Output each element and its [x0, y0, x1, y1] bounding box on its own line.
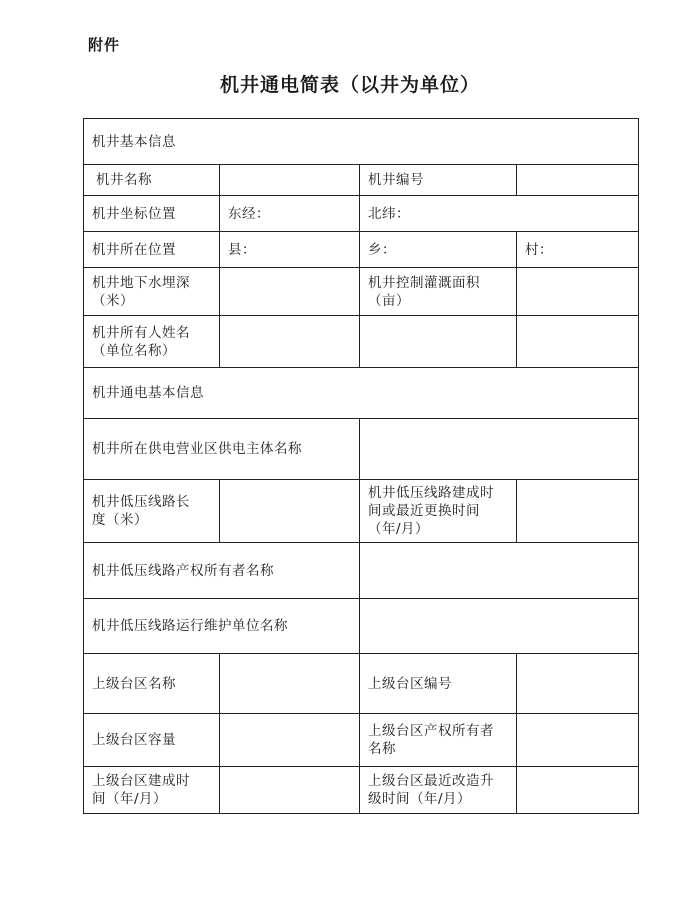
upper-area-build-time-label-line2: 间（年/月）: [92, 791, 168, 807]
owner-extra-field-1[interactable]: [360, 316, 517, 368]
lv-line-build-time-field[interactable]: [517, 480, 639, 543]
lv-line-length-field[interactable]: [220, 480, 360, 543]
irrigation-area-label-line2: （亩）: [368, 292, 410, 309]
township-label: 乡：: [368, 241, 396, 258]
row-well-name: [84, 165, 639, 196]
section-row-power: [84, 368, 639, 419]
groundwater-depth-label: [84, 268, 220, 316]
row-owner: [84, 316, 639, 368]
upper-area-owner-field[interactable]: [517, 714, 639, 767]
upper-area-name-label: 上级台区名称: [84, 654, 220, 714]
upper-area-number-field[interactable]: [517, 654, 639, 714]
upper-area-owner-label-line1: 上级台区产权所有者: [368, 723, 494, 739]
owner-extra-field-2[interactable]: [517, 316, 639, 368]
village-label: 村：: [525, 241, 553, 258]
section-power-info: [84, 368, 639, 419]
section-basic-info: [84, 119, 639, 165]
well-name-label: 机井名称: [84, 165, 220, 196]
owner-name-label-line2: （单位名称）: [92, 342, 176, 359]
section-row-basic: [84, 119, 639, 165]
well-name-field[interactable]: [220, 165, 360, 196]
north-latitude-field[interactable]: [360, 196, 639, 232]
irrigation-area-label-line1: 机井控制灌溉面积: [368, 274, 480, 291]
well-number-label: 机井编号: [360, 165, 517, 196]
row-upper-area-capacity: [84, 714, 639, 767]
irrigation-area-label: [360, 268, 517, 316]
lv-line-length-label: [84, 480, 220, 543]
section-power-label: 机井通电基本信息: [92, 385, 204, 401]
row-location: [84, 232, 639, 268]
groundwater-depth-label-line1: 机井地下水埋深: [92, 274, 190, 291]
row-coordinates: [84, 196, 639, 232]
lv-line-build-time-label: [360, 480, 517, 543]
row-upper-area-name: [84, 654, 639, 714]
upper-area-capacity-label: 上级台区容量: [84, 714, 220, 767]
supply-entity-label: 机井所在供电营业区供电主体名称: [84, 419, 360, 480]
upper-area-build-time-label-line1: 上级台区建成时: [92, 773, 190, 789]
lv-line-build-time-label-line3: （年/月）: [368, 521, 430, 537]
county-field[interactable]: [220, 232, 360, 268]
owner-name-label-line1: 机井所有人姓名: [92, 324, 190, 341]
well-electrification-form: [83, 118, 639, 814]
upper-area-number-label: 上级台区编号: [360, 654, 517, 714]
owner-name-label: [84, 316, 220, 368]
upper-area-name-field[interactable]: [220, 654, 360, 714]
irrigation-area-field[interactable]: [517, 268, 639, 316]
attachment-label: 附件: [88, 36, 121, 54]
supply-entity-field[interactable]: [360, 419, 639, 480]
row-upper-area-times: [84, 767, 639, 814]
lv-line-length-label-line1: 机井低压线路长: [92, 494, 190, 510]
north-latitude-label: 北纬：: [368, 205, 410, 222]
row-lv-line-maintainer: [84, 599, 639, 654]
upper-area-capacity-field[interactable]: [220, 714, 360, 767]
east-longitude-field[interactable]: [220, 196, 360, 232]
upper-area-build-time-field[interactable]: [220, 767, 360, 814]
page-title: 机井通电简表（以井为单位）: [219, 74, 480, 96]
county-label: 县：: [228, 241, 256, 258]
groundwater-depth-field[interactable]: [220, 268, 360, 316]
lv-line-build-time-label-line1: 机井低压线路建成时: [368, 485, 494, 501]
lv-line-maintainer-field[interactable]: [360, 599, 639, 654]
upper-area-upgrade-time-label-line2: 级时间（年/月）: [368, 791, 472, 807]
lv-line-owner-label: 机井低压线路产权所有者名称: [84, 543, 360, 599]
groundwater-depth-label-line2: （米）: [92, 292, 134, 309]
lv-line-build-time-label-line2: 间或最近更换时间: [368, 503, 480, 519]
row-supply-entity: [84, 419, 639, 480]
lv-line-owner-field[interactable]: [360, 543, 639, 599]
village-field[interactable]: [517, 232, 639, 268]
row-lv-line-owner: [84, 543, 639, 599]
upper-area-owner-label: [360, 714, 517, 767]
row-lv-line: [84, 480, 639, 543]
row-groundwater-irrigation: [84, 268, 639, 316]
section-basic-label: 机井基本信息: [92, 133, 176, 150]
coordinates-label: 机井坐标位置: [84, 196, 220, 232]
township-field[interactable]: [360, 232, 517, 268]
owner-name-field[interactable]: [220, 316, 360, 368]
lv-line-maintainer-label: 机井低压线路运行维护单位名称: [84, 599, 360, 654]
location-label: 机井所在位置: [84, 232, 220, 268]
upper-area-upgrade-time-label: [360, 767, 517, 814]
upper-area-build-time-label: [84, 767, 220, 814]
upper-area-owner-label-line2: 名称: [368, 741, 396, 757]
well-number-field[interactable]: [517, 165, 639, 196]
upper-area-upgrade-time-field[interactable]: [517, 767, 639, 814]
east-longitude-label: 东经：: [228, 205, 270, 222]
upper-area-upgrade-time-label-line1: 上级台区最近改造升: [368, 773, 494, 789]
lv-line-length-label-line2: 度（米）: [92, 512, 148, 528]
